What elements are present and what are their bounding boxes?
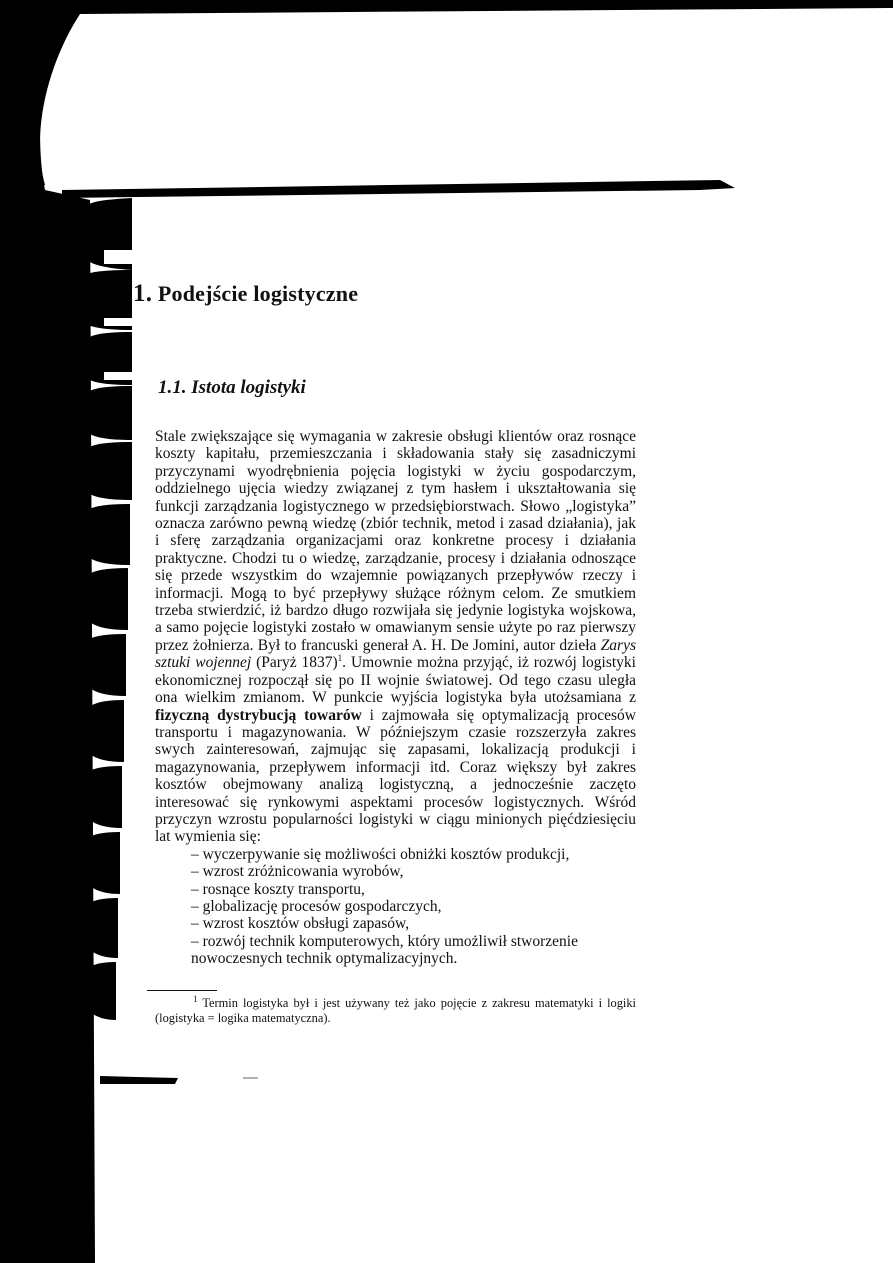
bottom-rule bbox=[100, 1076, 178, 1084]
paragraph-part-1: Stale zwiększające się wymagania w zakresie obsługi klientów oraz rosnące koszty kapitału, przemieszczania i składowania stały się zasadniczymi przyczynami wyodrębnienia pojęcia logistyki w życiu gospodarczym, oddzielnego ujęcia wiedzy związanej z tym hasłem i ukształtowania się funkcji zarządzania logistycznego w przedsiębiorstwach. Słowo „logistyka” oznacza zarówno pewną wiedzę (zbiór technik, metod i zasad działania), jak i sferę zarządzania organizacjami oraz konkretne procesy i działania praktyczne. Chodzi tu o wiedzę, zarządzanie, procesy i działania odnoszące się przede wszystkim do wzajemnie powiązanych przepływów rzeczy i informacji. Mogą to być przepływy służące różnym celom. Ze smutkiem trzeba stwierdzić, iż bardzo długo rozwijała się jedynie logistyka wojskowa, a samo pojęcie logistyki zostało w omawianym sensie użyte po raz pierwszy przez żołnierza. Był to francuski generał A. H. De Jomini, autor dzieła bbox=[155, 428, 636, 654]
list-item: – rosnące koszty transportu, bbox=[191, 880, 365, 898]
footnote-divider bbox=[147, 990, 217, 991]
list-item: – rozwój technik komputerowych, który umożliwił stworzenie nowoczesnych technik optymalizacyjnych. bbox=[191, 932, 578, 968]
book-title: Zarys sztuki wojennej bbox=[155, 636, 637, 672]
paragraph-part-2: (Paryż 1837) bbox=[251, 654, 338, 672]
list-item: – wyczerpywanie się możliwości obniżki kosztów produkcji, bbox=[191, 845, 570, 863]
reasons-list bbox=[155, 846, 636, 968]
chapter-title-text: Podejście logistyczne bbox=[157, 281, 359, 306]
section-title: 1.1. Istota logistyki bbox=[158, 377, 306, 398]
scan-top-border bbox=[0, 0, 893, 200]
paragraph-part-4: i zajmowała się optymalizacją procesów transportu i magazynowania. W późniejszym czasie rozszerzyła zakres swych zainteresowań, zajmując się zapasami, lokalizacją produkcji i magazynowania, przepływem informacji itd. Coraz większy był zakres kosztów obejmowany analizą logistyczną, a jednocześnie zaczęto interesować się rynkowymi aspektami procesów logistycznych. Wśród przyczyn wzrostu popularności logistyki w ciągu minionych pięćdziesięciu lat wymienia się: bbox=[155, 706, 636, 846]
footnote-reference: 1 bbox=[337, 653, 343, 664]
main-paragraph bbox=[155, 428, 636, 846]
bold-term: fizyczną dystrybucją towarów bbox=[155, 706, 362, 724]
paragraph-part-3: . Umownie można przyjąć, iż rozwój logistyki ekonomicznej rozpoczął się po II wojnie światowej. Od tego czasu uległa ona wielkim zmianom. W punkcie wyjścia logistyka była utożsamiana z bbox=[155, 654, 636, 707]
list-item: – globalizację procesów gospodarczych, bbox=[191, 897, 442, 915]
top-rule bbox=[62, 180, 735, 198]
body-text bbox=[155, 428, 636, 968]
chapter-number: 1. bbox=[133, 280, 153, 307]
list-item: – wzrost zróżnicowania wyrobów, bbox=[191, 863, 404, 881]
chapter-title bbox=[133, 280, 358, 308]
footnote bbox=[155, 993, 636, 1026]
footnote-text: Termin logistyka był i jest używany też jako pojęcie z zakresu matematyki i logiki (logistyka = logika matematyczna). bbox=[155, 996, 636, 1025]
binding-strip bbox=[0, 0, 95, 1263]
list-item: – wzrost kosztów obsługi zapasów, bbox=[191, 915, 410, 933]
footnote-number: 1 bbox=[193, 993, 198, 1004]
